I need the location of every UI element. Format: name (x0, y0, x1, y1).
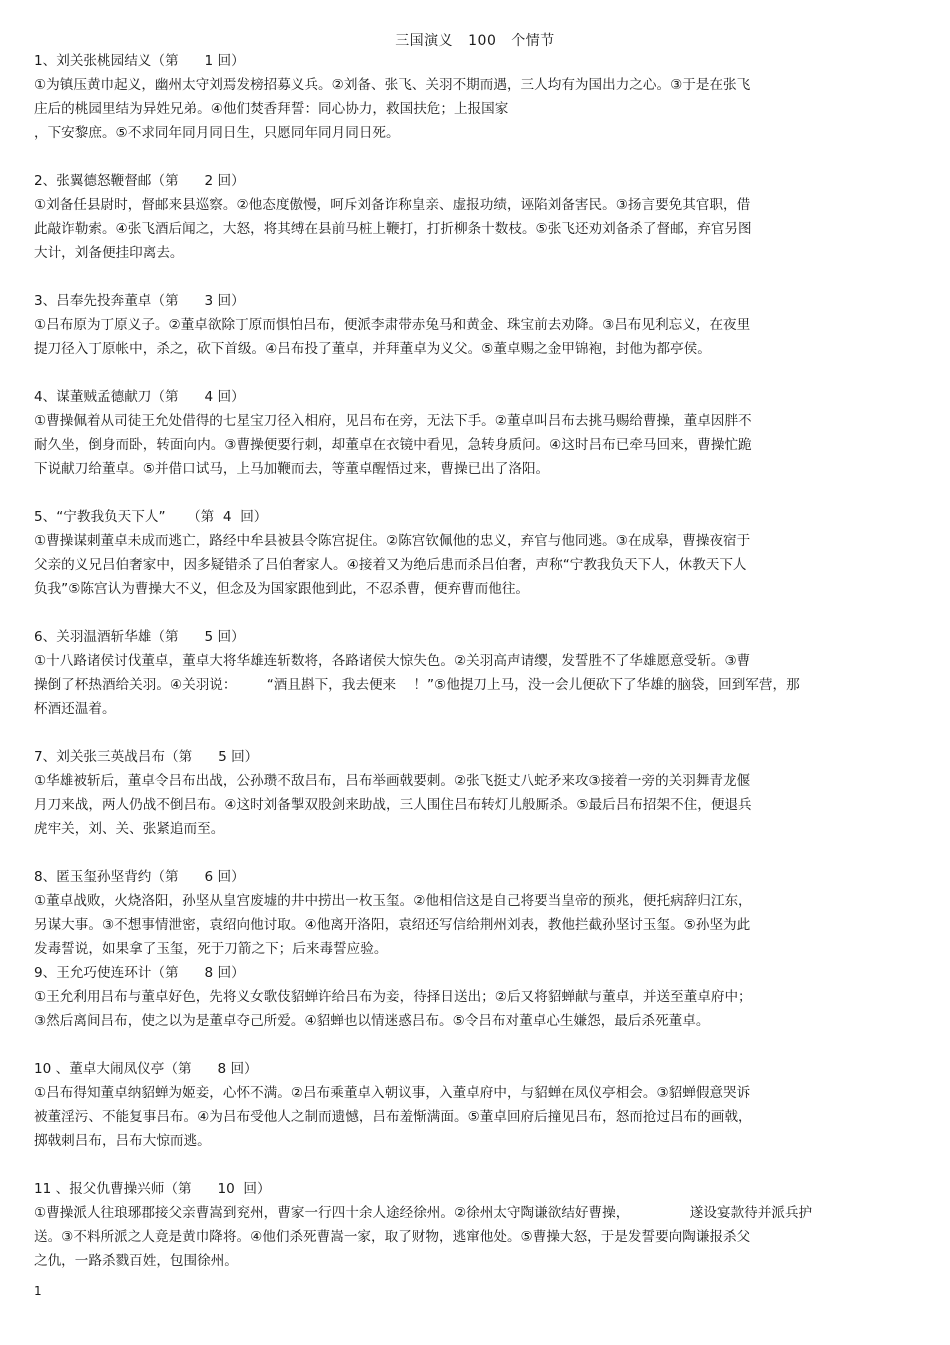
section-heading: 9、王允巧使连环计（第 8 回） (34, 965, 245, 981)
body-line: ①曹操谋刺董卓未成而逃亡，路经中牟县被县令陈宫捉住。②陈宫钦佩他的忠义，弃官与他同逃。③在成皋，曹操夜宿于 (34, 533, 751, 549)
body-line: 负我”⑤陈宫认为曹操大不义，但念及为国家跟他到此，不忍杀曹，便弃曹而他往。 (34, 581, 530, 597)
section-heading: 4、谋董贼孟德献刀（第 4 回） (34, 389, 245, 405)
section-body (34, 985, 914, 1033)
section-heading: 5、“宁教我负天下人” （第 4 回） (34, 509, 268, 525)
body-line: ①刘备任县尉时，督邮来县巡察。②他态度傲慢，呵斥刘备诈称皇亲、虚报功绩，诬陷刘备害民。③扬言要免其官职，借 (34, 197, 751, 213)
section-8 (34, 866, 914, 961)
body-line: ，下安黎庶。⑤不求同年同月同日生，只愿同年同月同日死。 (34, 125, 400, 141)
section-7 (34, 746, 914, 841)
body-line: 提刀径入丁原帐中，杀之，砍下首级。④吕布投了董卓，并拜董卓为义父。⑤董卓赐之金甲锦袍，封他为都亭侯。 (34, 341, 711, 357)
body-line: ①十八路诸侯讨伐董卓，董卓大将华雄连斩数将，各路诸侯大惊失色。②关羽高声请缨，发誓胜不了华雄愿意受斩。③曹 (34, 653, 751, 669)
body-line: ③然后离间吕布，使之以为是董卓夺己所爱。④貂蝉也以情迷惑吕布。⑤令吕布对董卓心生嫌怨，最后杀死董卓。 (34, 1013, 710, 1029)
body-line: 虎牢关，刘、关、张紧追而至。 (34, 821, 225, 837)
document-title: 三国演义 100 个情节 (395, 33, 555, 49)
body-line: 月刀来战，两人仍战不倒吕布。④这时刘备掣双股剑来助战，三人围住吕布转灯儿般厮杀。⑤最后吕布招架不住，便退兵 (34, 797, 752, 813)
body-line: ①董卓战败，火烧洛阳，孙坚从皇宫废墟的井中捞出一枚玉玺。②他相信这是自己将要当皇帝的预兆，便托病辞归江东， (34, 893, 752, 909)
section-body (34, 529, 914, 601)
section-body (34, 889, 914, 961)
page-number: 1 (34, 1284, 42, 1298)
section-heading: 3、吕奉先投奔董卓（第 3 回） (34, 293, 245, 309)
section-heading: 11 、报父仇曹操兴师（第 10 回） (34, 1181, 271, 1197)
section-body (34, 649, 914, 721)
section-6 (34, 626, 914, 721)
section-body (34, 73, 914, 145)
section-body (34, 193, 914, 265)
section-heading: 1、刘关张桃园结义（第 1 回） (34, 53, 245, 69)
section-heading: 7、刘关张三英战吕布（第 5 回） (34, 749, 259, 765)
body-line: ①华雄被斩后，董卓令吕布出战，公孙瓒不敌吕布，吕布举画戟要刺。②张飞挺丈八蛇矛来攻③接着一旁的关羽舞青龙偃 (34, 773, 751, 789)
body-line: 下说献刀给董卓。⑤并借口试马，上马加鞭而去，等董卓醒悟过来，曹操已出了洛阳。 (34, 461, 550, 477)
section-heading: 10 、董卓大闹凤仪亭（第 8 回） (34, 1061, 258, 1077)
body-line: 掷戟刺吕布，吕布大惊而逃。 (34, 1133, 211, 1149)
body-line: 操倒了杯热酒给关羽。④关羽说： “酒且斟下，我去便来 ！”⑤他提刀上马，没一会儿便砍下了华雄的脑袋，回到军营，那 (34, 677, 800, 693)
section-9 (34, 962, 914, 1033)
body-line: 另谋大事。③不想事情泄密，袁绍向他讨取。④他离开洛阳，袁绍还写信给荆州刘表，教他拦截孙坚讨玉玺。⑤孙坚为此 (34, 917, 751, 933)
body-line: ①为镇压黄巾起义，幽州太守刘焉发榜招募义兵。②刘备、张飞、关羽不期而遇，三人均有为国出力之心。③于是在张飞 (34, 77, 751, 93)
section-10 (34, 1058, 914, 1153)
section-heading: 2、张翼德怒鞭督邮（第 2 回） (34, 173, 245, 189)
section-5 (34, 506, 914, 601)
section-body (34, 313, 914, 361)
body-line: ①王允利用吕布与董卓好色，先将义女歌伎貂蝉许给吕布为妾，待择日送出；②后又将貂蝉献与董卓，并送至董卓府中； (34, 989, 752, 1005)
section-11 (34, 1178, 914, 1273)
section-3 (34, 290, 914, 361)
section-1 (34, 50, 914, 145)
body-line: 耐久坐，倒身而卧，转面向内。③曹操便要行刺，却董卓在衣镜中看见，急转身质问。④这时吕布已牵马回来，曹操忙跪 (34, 437, 752, 453)
body-line: ①曹操佩着从司徒王允处借得的七星宝刀径入相府，见吕布在旁，无法下手。②董卓叫吕布去挑马赐给曹操，董卓因胖不 (34, 413, 752, 429)
body-line: 送。③不料所派之人竟是黄巾降将。④他们杀死曹嵩一家，取了财物，逃窜他处。⑤曹操大怒，于是发誓要向陶谦报杀父 (34, 1229, 751, 1245)
section-body (34, 769, 914, 841)
body-line: ①曹操派人往琅琊郡接父亲曹嵩到兖州，曹家一行四十余人途经徐州。②徐州太守陶谦欲结好曹操， 遂设宴款待并派兵护 (34, 1205, 813, 1221)
section-body (34, 1081, 914, 1153)
section-heading: 6、关羽温酒斩华雄（第 5 回） (34, 629, 245, 645)
section-body (34, 409, 914, 481)
section-heading: 8、匿玉玺孙坚背约（第 6 回） (34, 869, 245, 885)
body-line: 杯酒还温着。 (34, 701, 116, 717)
body-line: ①吕布得知董卓纳貂蝉为姬妾，心怀不满。②吕布乘董卓入朝议事，入董卓府中，与貂蝉在凤仪亭相会。③貂蝉假意哭诉 (34, 1085, 751, 1101)
section-body (34, 1201, 914, 1273)
body-line: 被董淫污、不能复事吕布。④为吕布受他人之制而遗憾，吕布羞惭满面。⑤董卓回府后撞见吕布，怒而抢过吕布的画戟， (34, 1109, 752, 1125)
section-2 (34, 170, 914, 265)
body-line: 大计，刘备便挂印离去。 (34, 245, 184, 261)
section-4 (34, 386, 914, 481)
body-line: 父亲的义兄吕伯奢家中，因多疑错杀了吕伯奢家人。④接着又为绝后患而杀吕伯奢，声称“宁教我负天下人，休教天下人 (34, 557, 747, 573)
body-line: 庄后的桃园里结为异姓兄弟。④他们焚香拜誓：同心协力，救国扶危；上报国家 (34, 101, 509, 117)
body-line: ①吕布原为丁原义子。②董卓欲除丁原而惧怕吕布，便派李肃带赤兔马和黄金、珠宝前去劝降。③吕布见利忘义，在夜里 (34, 317, 751, 333)
body-line: 之仇，一路杀戮百姓，包围徐州。 (34, 1253, 238, 1269)
body-line: 此敲诈勒索。④张飞酒后闻之，大怒，将其缚在县前马桩上鞭打，打折柳条十数枝。⑤张飞还劝刘备杀了督邮，弃官另图 (34, 221, 752, 237)
body-line: 发毒誓说，如果拿了玉玺，死于刀箭之下；后来毒誓应验。 (34, 941, 388, 957)
